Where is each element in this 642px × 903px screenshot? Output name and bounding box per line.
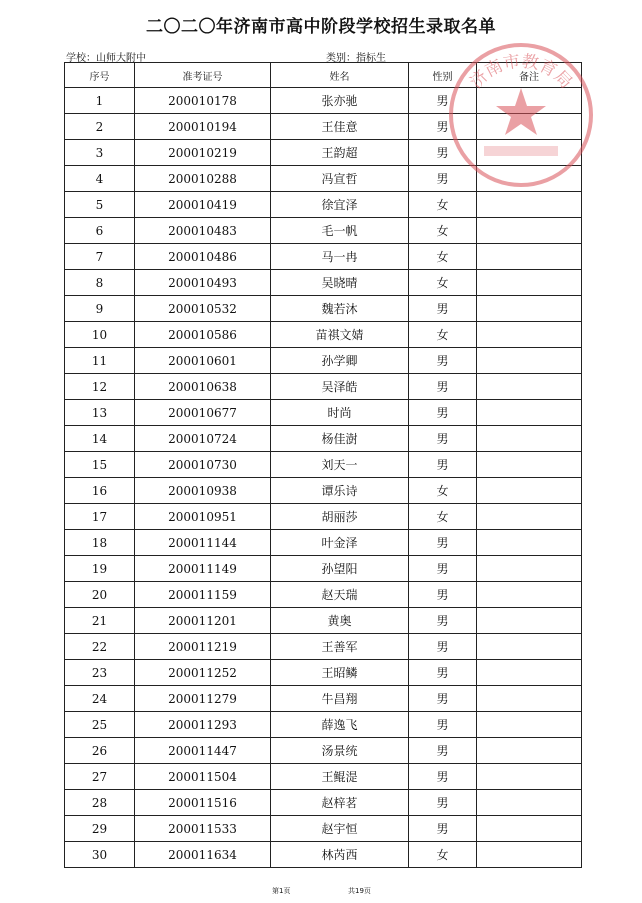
table-row: [65, 218, 582, 244]
cell-exam-id: 200010638: [135, 374, 271, 400]
cell-exam-id: 200011504: [135, 764, 271, 790]
cell-seq: 2: [65, 114, 135, 140]
table-row: [65, 452, 582, 478]
table-row: [65, 556, 582, 582]
table-row: [65, 192, 582, 218]
cell-name: 林芮西: [271, 842, 409, 868]
cell-remark: [477, 816, 582, 842]
cell-seq: 25: [65, 712, 135, 738]
cell-gender: 男: [409, 816, 477, 842]
table-row: [65, 504, 582, 530]
cell-exam-id: 200011149: [135, 556, 271, 582]
cell-remark: [477, 504, 582, 530]
column-header-exam-id: 准考证号: [135, 63, 271, 88]
cell-exam-id: 200010486: [135, 244, 271, 270]
cell-exam-id: 200010677: [135, 400, 271, 426]
cell-exam-id: 200011533: [135, 816, 271, 842]
cell-seq: 23: [65, 660, 135, 686]
table-row: [65, 296, 582, 322]
cell-gender: 女: [409, 244, 477, 270]
cell-gender: 男: [409, 400, 477, 426]
cell-seq: 27: [65, 764, 135, 790]
cell-gender: 男: [409, 114, 477, 140]
table-row: [65, 270, 582, 296]
cell-exam-id: 200011201: [135, 608, 271, 634]
cell-seq: 9: [65, 296, 135, 322]
table-row: [65, 738, 582, 764]
cell-gender: 女: [409, 270, 477, 296]
page-title: 二〇二〇年济南市高中阶段学校招生录取名单: [146, 17, 496, 37]
cell-exam-id: 200010178: [135, 88, 271, 114]
cell-gender: 男: [409, 634, 477, 660]
table-row: [65, 712, 582, 738]
cell-gender: 男: [409, 140, 477, 166]
cell-seq: 21: [65, 608, 135, 634]
cell-exam-id: 200010951: [135, 504, 271, 530]
table-row: [65, 374, 582, 400]
cell-remark: [477, 192, 582, 218]
table-row: [65, 842, 582, 868]
cell-remark: [477, 244, 582, 270]
cell-gender: 男: [409, 88, 477, 114]
table-row: [65, 764, 582, 790]
cell-seq: 24: [65, 686, 135, 712]
cell-seq: 12: [65, 374, 135, 400]
cell-name: 胡丽莎: [271, 504, 409, 530]
cell-exam-id: 200011516: [135, 790, 271, 816]
cell-seq: 7: [65, 244, 135, 270]
cell-gender: 男: [409, 582, 477, 608]
cell-exam-id: 200011219: [135, 634, 271, 660]
cell-seq: 14: [65, 426, 135, 452]
cell-gender: 男: [409, 738, 477, 764]
cell-name: 马一冉: [271, 244, 409, 270]
cell-remark: [477, 348, 582, 374]
cell-remark: [477, 426, 582, 452]
cell-seq: 28: [65, 790, 135, 816]
category-label: 类别：指标生: [326, 53, 386, 64]
cell-gender: 男: [409, 790, 477, 816]
table-row: [65, 686, 582, 712]
cell-exam-id: 200010532: [135, 296, 271, 322]
cell-gender: 男: [409, 296, 477, 322]
cell-exam-id: 200010493: [135, 270, 271, 296]
page-total: 共19页: [348, 887, 371, 895]
cell-exam-id: 200011279: [135, 686, 271, 712]
cell-remark: [477, 452, 582, 478]
cell-remark: [477, 322, 582, 348]
cell-gender: 男: [409, 764, 477, 790]
cell-remark: [477, 400, 582, 426]
cell-seq: 11: [65, 348, 135, 374]
page-number: 第1页: [272, 887, 291, 895]
cell-exam-id: 200010724: [135, 426, 271, 452]
cell-exam-id: 200010219: [135, 140, 271, 166]
official-seal: [446, 40, 596, 190]
cell-name: 王韵超: [271, 140, 409, 166]
cell-seq: 6: [65, 218, 135, 244]
table-row: [65, 348, 582, 374]
cell-remark: [477, 686, 582, 712]
cell-seq: 30: [65, 842, 135, 868]
table-row: [65, 634, 582, 660]
cell-name: 吴晓晴: [271, 270, 409, 296]
cell-name: 谭乐诗: [271, 478, 409, 504]
cell-name: 赵宇恒: [271, 816, 409, 842]
cell-name: 牛昌翔: [271, 686, 409, 712]
table-row: [65, 582, 582, 608]
cell-exam-id: 200010730: [135, 452, 271, 478]
cell-gender: 男: [409, 426, 477, 452]
cell-seq: 18: [65, 530, 135, 556]
cell-name: 薛逸飞: [271, 712, 409, 738]
cell-exam-id: 200010938: [135, 478, 271, 504]
cell-seq: 3: [65, 140, 135, 166]
cell-gender: 男: [409, 348, 477, 374]
cell-remark: [477, 218, 582, 244]
cell-remark: [477, 764, 582, 790]
cell-remark: [477, 374, 582, 400]
table-body: [65, 88, 582, 868]
cell-exam-id: 200011447: [135, 738, 271, 764]
table-row: [65, 530, 582, 556]
cell-seq: 16: [65, 478, 135, 504]
cell-name: 王佳意: [271, 114, 409, 140]
cell-seq: 17: [65, 504, 135, 530]
cell-exam-id: 200010288: [135, 166, 271, 192]
cell-exam-id: 200011293: [135, 712, 271, 738]
cell-gender: 女: [409, 478, 477, 504]
cell-exam-id: 200011252: [135, 660, 271, 686]
cell-exam-id: 200010194: [135, 114, 271, 140]
cell-seq: 13: [65, 400, 135, 426]
table-row: [65, 426, 582, 452]
column-header-gender: 性别: [409, 63, 477, 88]
cell-gender: 女: [409, 504, 477, 530]
cell-exam-id: 200010601: [135, 348, 271, 374]
cell-exam-id: 200011634: [135, 842, 271, 868]
cell-seq: 15: [65, 452, 135, 478]
cell-gender: 女: [409, 322, 477, 348]
cell-gender: 男: [409, 166, 477, 192]
school-label: 学校：山师大附中: [66, 53, 146, 64]
table-row: [65, 790, 582, 816]
cell-remark: [477, 634, 582, 660]
cell-gender: 男: [409, 374, 477, 400]
table-row: [65, 478, 582, 504]
svg-text:济南市教育局: 济南市教育局: [466, 51, 576, 93]
cell-remark: [477, 738, 582, 764]
cell-gender: 男: [409, 686, 477, 712]
cell-seq: 4: [65, 166, 135, 192]
cell-exam-id: 200010483: [135, 218, 271, 244]
cell-gender: 男: [409, 452, 477, 478]
cell-gender: 女: [409, 192, 477, 218]
cell-name: 黄奥: [271, 608, 409, 634]
cell-name: 孙望阳: [271, 556, 409, 582]
cell-name: 毛一帆: [271, 218, 409, 244]
cell-gender: 男: [409, 556, 477, 582]
cell-name: 赵天瑞: [271, 582, 409, 608]
cell-gender: 男: [409, 530, 477, 556]
cell-name: 王鲲湜: [271, 764, 409, 790]
cell-name: 赵梓茗: [271, 790, 409, 816]
column-header-name: 姓名: [271, 63, 409, 88]
cell-seq: 10: [65, 322, 135, 348]
cell-name: 魏若沐: [271, 296, 409, 322]
table-row: [65, 816, 582, 842]
cell-gender: 男: [409, 608, 477, 634]
cell-remark: [477, 270, 582, 296]
cell-name: 汤景统: [271, 738, 409, 764]
cell-remark: [477, 790, 582, 816]
table-row: [65, 608, 582, 634]
cell-remark: [477, 478, 582, 504]
cell-remark: [477, 712, 582, 738]
cell-name: 王善军: [271, 634, 409, 660]
cell-name: 吴泽皓: [271, 374, 409, 400]
cell-gender: 男: [409, 660, 477, 686]
cell-remark: [477, 296, 582, 322]
cell-seq: 19: [65, 556, 135, 582]
cell-remark: [477, 660, 582, 686]
cell-remark: [477, 530, 582, 556]
cell-name: 杨佳澍: [271, 426, 409, 452]
cell-gender: 女: [409, 218, 477, 244]
cell-seq: 8: [65, 270, 135, 296]
cell-seq: 20: [65, 582, 135, 608]
cell-name: 叶金泽: [271, 530, 409, 556]
table-row: [65, 322, 582, 348]
cell-remark: [477, 608, 582, 634]
table-row: [65, 660, 582, 686]
cell-gender: 女: [409, 842, 477, 868]
cell-name: 冯宣哲: [271, 166, 409, 192]
cell-exam-id: 200010419: [135, 192, 271, 218]
cell-name: 时尚: [271, 400, 409, 426]
column-header-remark: 备注: [477, 63, 582, 88]
cell-seq: 5: [65, 192, 135, 218]
cell-exam-id: 200010586: [135, 322, 271, 348]
cell-remark: [477, 582, 582, 608]
cell-remark: [477, 556, 582, 582]
cell-name: 孙学卿: [271, 348, 409, 374]
cell-name: 王昭鳞: [271, 660, 409, 686]
table-row: [65, 400, 582, 426]
cell-seq: 26: [65, 738, 135, 764]
cell-exam-id: 200011144: [135, 530, 271, 556]
cell-remark: [477, 842, 582, 868]
cell-seq: 22: [65, 634, 135, 660]
column-header-seq: 序号: [65, 63, 135, 88]
cell-seq: 1: [65, 88, 135, 114]
cell-name: 苗祺文婧: [271, 322, 409, 348]
cell-exam-id: 200011159: [135, 582, 271, 608]
cell-name: 刘天一: [271, 452, 409, 478]
cell-name: 徐宜泽: [271, 192, 409, 218]
table-row: [65, 244, 582, 270]
cell-name: 张亦驰: [271, 88, 409, 114]
cell-gender: 男: [409, 712, 477, 738]
cell-seq: 29: [65, 816, 135, 842]
